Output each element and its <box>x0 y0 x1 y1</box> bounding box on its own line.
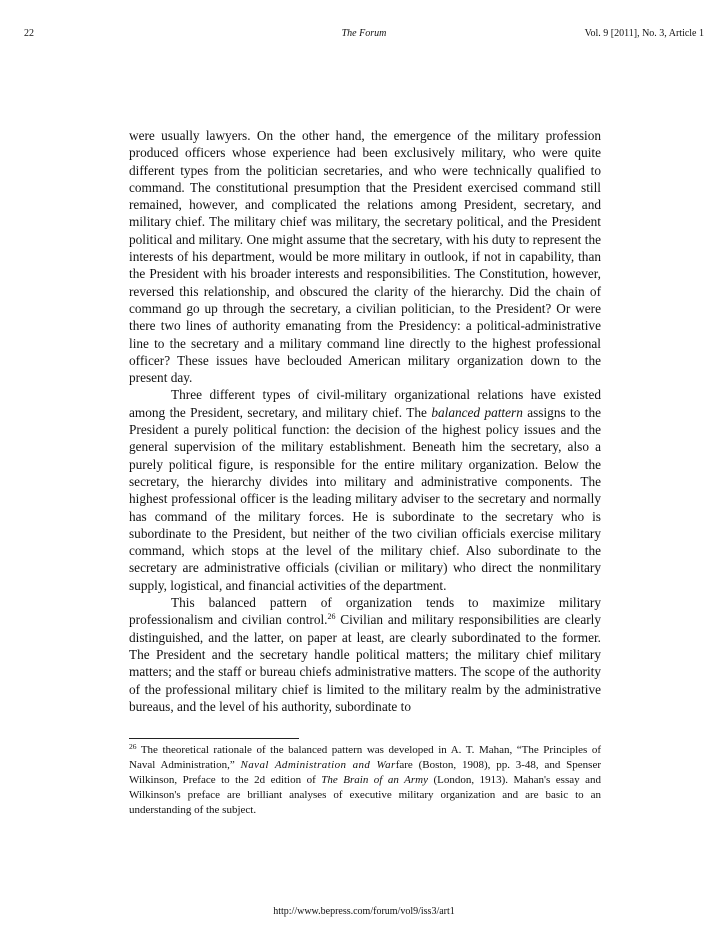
footer-url[interactable]: http://www.bepress.com/forum/vol9/iss3/art1 <box>273 906 455 917</box>
paragraph-3-text-b: Civilian and military responsibilities are clearly distinguished, and the latter, on paper at least, are clearly subordinated to the former. The President and the secretary handle political matters; the military chief military matters; and the staff or bureau chiefs administrative matters. The scope of the authority of the professional military chief is limited to the military realm by the administrative bureaus, and the level of his authority, subordinate to <box>129 612 601 714</box>
footnote-text-2: fare (Boston, 1908), pp. 3-48, and Spenser Wilkinson, Preface to the 2d edition of <box>129 759 602 786</box>
paragraph-2-text-b: assigns to the President a purely political function: the decision of the highest policy issues and the general supervision of the military establishment. Beneath him the secretary, also a purely political figure, is responsible for the entire military organization. Below the secretary, the hierarchy divides into military and administrative components. The highest professional officer is the leading military adviser to the secretary and normally has command of the military forces. He is subordinate to the secretary who is subordinate to the President, but neither of the two civilian officials exercise military command, which stops at the level of the military chief. Also subordinate to the secretary are administrative officials (civilian or military) who direct the nonmilitary supply, logistical, and financial activities of the department. <box>129 404 601 593</box>
paragraph-3 <box>129 594 601 715</box>
footnote-book-title-1: Naval Administration and War <box>240 759 396 771</box>
footnote-book-title-2: The Brain of an Army <box>321 774 428 786</box>
body-text <box>129 127 601 715</box>
paragraph-1: were usually lawyers. On the other hand, the emergence of the military profession produced officers whose experience had been exclusively military, who were quite different types from the politician secretaries, and who were technically qualified to command. The constitutional presumption that the President exercised command still remained, however, and complicated the relations among President, secretary, and military chief. The military chief was military, the secretary political, and the President political and military. One might assume that the secretary, with his duty to represent the interests of his department, would be more military in outlook, if not in capability, than the President with his broader interests and responsibilities. The Constitution, however, reversed this relationship, and obscured the clarity of the hierarchy. Did the chain of command go up through the secretary, a civilian politician, to the President? Or were there two lines of authority emanating from the Presidency: a political-administrative line to the secretary and a military command line directly to the highest professional officer? These issues have beclouded American military organization down to the present day. <box>129 128 601 386</box>
page-number: 22 <box>24 28 34 39</box>
footnote-text <box>129 743 601 818</box>
paragraph-2-text-a: Three different types of civil-military organizational relations have existed among the President, secretary, and military chief. The <box>129 387 601 420</box>
volume-info: Vol. 9 [2011], No. 3, Article 1 <box>584 28 704 39</box>
footnote-number: 26 <box>129 742 137 751</box>
running-header <box>0 28 728 42</box>
footnote-text-3: (London, 1913). Mahan's essay and Wilkinson's preface are brilliant analyses of executive military organization and are basic to an understanding of the subject. <box>129 774 602 816</box>
footnote-26 <box>129 743 601 818</box>
footnote-reference-26[interactable]: 26 <box>327 612 336 622</box>
journal-title: The Forum <box>341 28 387 39</box>
footnote-text-1: The theoretical rationale of the balanced pattern was developed in A. T. Mahan, “The Principles of Naval Administration,” <box>129 744 601 771</box>
balanced-pattern-term: balanced pattern <box>431 404 523 420</box>
paragraph-2 <box>129 386 601 594</box>
paragraph-3-text-a: This balanced pattern of organization tends to maximize military professionalism and civilian control. <box>129 595 601 628</box>
footnote-divider <box>129 738 299 739</box>
